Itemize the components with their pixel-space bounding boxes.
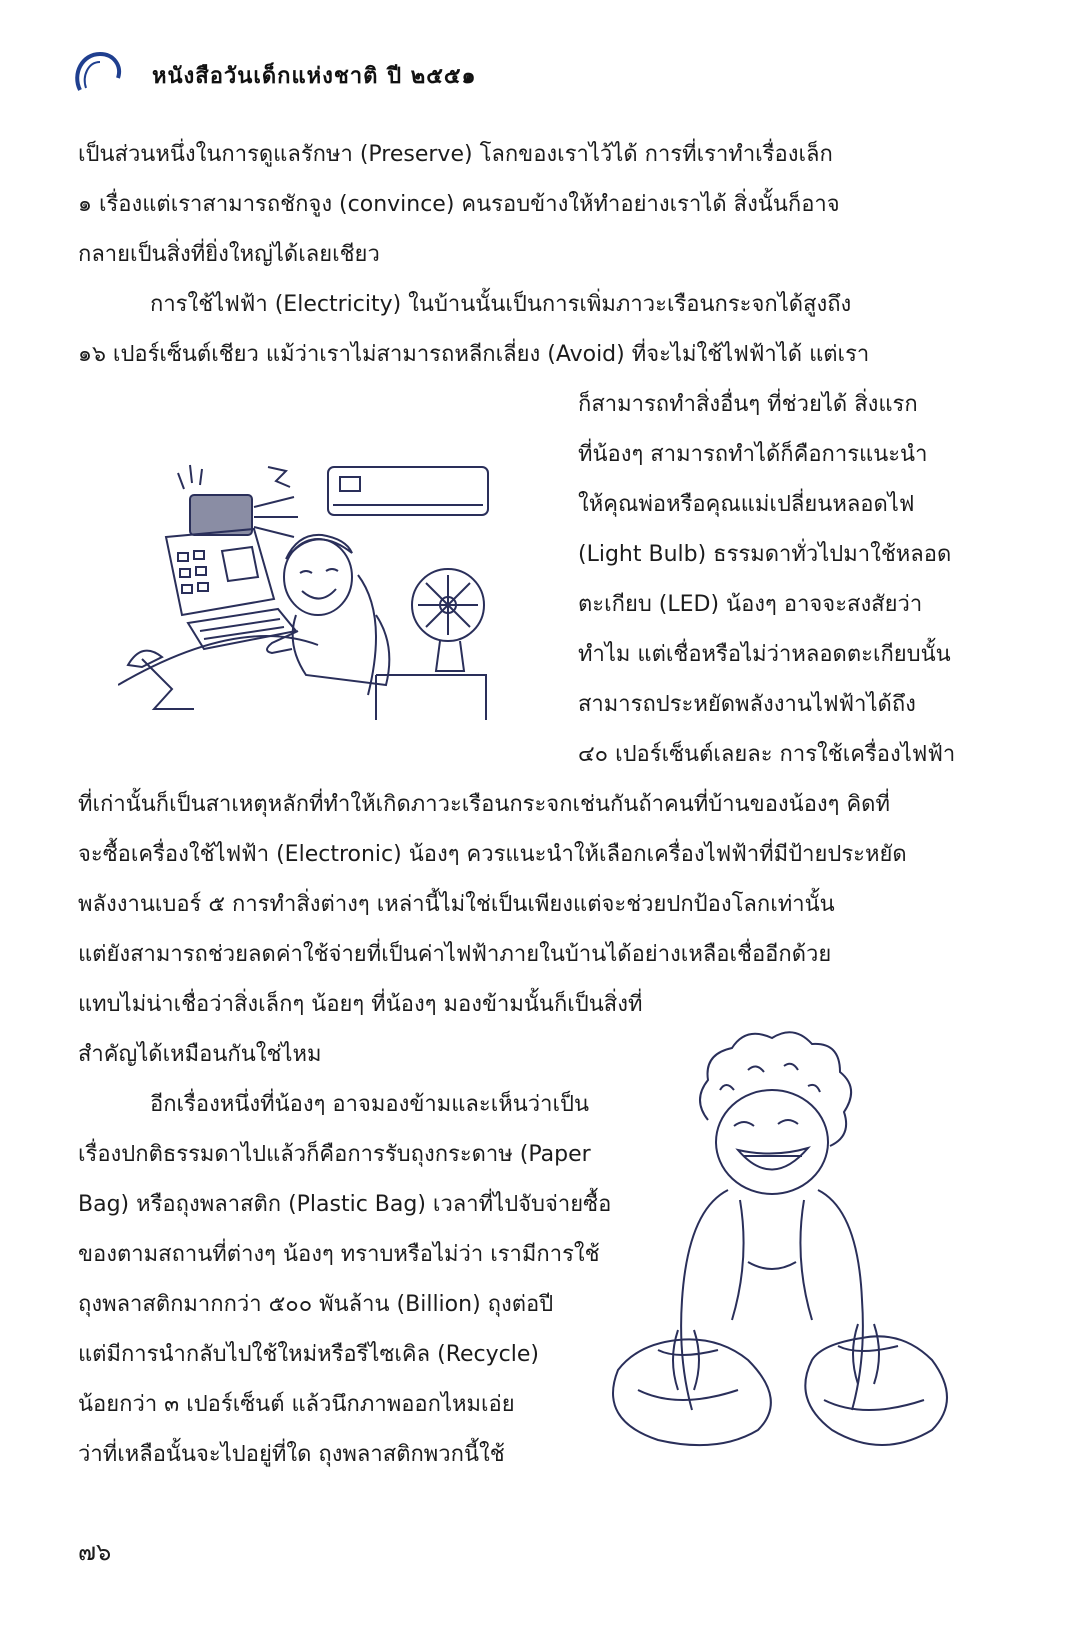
text-line: ที่น้องๆ สามารถทำได้ก็คือการแนะนำ [578, 442, 928, 467]
text-line: การใช้ไฟฟ้า (Electricity) ในบ้านนั้นเป็นการเพิ่มภาวะเรือนกระจกได้สูงถึง [150, 292, 852, 317]
text-line: กลายเป็นสิ่งที่ยิ่งใหญ่ได้เลยเชียว [78, 242, 380, 267]
text-line: ให้คุณพ่อหรือคุณแม่เปลี่ยนหลอดไฟ [578, 492, 915, 517]
text-line: น้อยกว่า ๓ เปอร์เซ็นต์ แล้วนึกภาพออกไหมเอ่ย [78, 1392, 515, 1417]
text-line: (Light Bulb) ธรรมดาทั่วไปมาใช้หลอด [578, 542, 952, 567]
text-line: ทำไม แต่เชื่อหรือไม่ว่าหลอดตะเกียบนั้น [578, 642, 951, 667]
text-line: ว่าที่เหลือนั้นจะไปอยู่ที่ใด ถุงพลาสติกพวกนี้ใช้ [78, 1442, 505, 1467]
text-line: แต่มีการนำกลับไปใช้ใหม่หรือรีไซเคิล (Recycle) [78, 1342, 539, 1367]
text-line: Bag) หรือถุงพลาสติก (Plastic Bag) เวลาที่ไปจับจ่ายซื้อ [78, 1192, 612, 1217]
text-line: เป็นส่วนหนึ่งในการดูแลรักษา (Preserve) โลกของเราไว้ได้ การที่เราทำเรื่องเล็ก [78, 142, 833, 167]
text-line: ก็สามารถทำสิ่งอื่นๆ ที่ช่วยได้ สิ่งแรก [578, 392, 918, 417]
page-header-title: หนังสือวันเด็กแห่งชาติ ปี ๒๕๕๑ [152, 64, 477, 89]
text-line: แทบไม่น่าเชื่อว่าสิ่งเล็กๆ น้อยๆ ที่น้องๆ มองข้ามนั้นก็เป็นสิ่งที่ [78, 992, 643, 1017]
text-line: แต่ยังสามารถช่วยลดค่าใช้จ่ายที่เป็นค่าไฟฟ้าภายในบ้านได้อย่างเหลือเชื่ออีกด้วย [78, 942, 832, 967]
page-number: ๗๖ [78, 1538, 112, 1566]
text-line: ถุงพลาสติกมากกว่า ๕๐๐ พันล้าน (Billion) ถุงต่อปี [78, 1292, 554, 1317]
text-line: ที่เก่านั้นก็เป็นสาเหตุหลักที่ทำให้เกิดภาวะเรือนกระจกเช่นกันถ้าคนที่บ้านของน้องๆ คิดที่ [78, 792, 890, 817]
text-line: ๔๐ เปอร์เซ็นต์เลยละ การใช้เครื่องไฟฟ้า [578, 742, 956, 767]
header-ornament-icon [72, 48, 124, 100]
text-line: พลังงานเบอร์ ๕ การทำสิ่งต่างๆ เหล่านี้ไม่ใช่เป็นเพียงแต่จะช่วยปกป้องโลกเท่านั้น [78, 892, 835, 917]
text-line: ๑ เรื่องแต่เราสามารถชักจูง (convince) คนรอบข้างให้ทำอย่างเราได้ สิ่งนั้นก็อาจ [78, 192, 840, 217]
text-line: อีกเรื่องหนึ่งที่น้องๆ อาจมองข้ามและเห็นว่าเป็น [150, 1092, 589, 1117]
text-line: ๑๖ เปอร์เซ็นต์เชียว แม้ว่าเราไม่สามารถหลีกเลี่ยง (Avoid) ที่จะไม่ใช้ไฟฟ้าได้ แต่เรา [78, 342, 870, 367]
illustration-woman-plastic-bags [598, 1030, 970, 1460]
text-line: จะซื้อเครื่องใช้ไฟฟ้า (Electronic) น้องๆ ควรแนะนำให้เลือกเครื่องไฟฟ้าที่มีป้ายประหยัด [78, 842, 907, 867]
text-line: สามารถประหยัดพลังงานไฟฟ้าได้ถึง [578, 692, 916, 717]
text-line: เรื่องปกติธรรมดาไปแล้วก็คือการรับถุงกระดาษ (Paper [78, 1142, 591, 1167]
text-line: ของตามสถานที่ต่างๆ น้องๆ ทราบหรือไม่ว่า เรามีการใช้ [78, 1242, 600, 1267]
text-line: สำคัญได้เหมือนกันใช่ไหม [78, 1042, 322, 1067]
illustration-boy-computer [118, 455, 498, 720]
text-line: ตะเกียบ (LED) น้องๆ อาจจะสงสัยว่า [578, 592, 923, 617]
